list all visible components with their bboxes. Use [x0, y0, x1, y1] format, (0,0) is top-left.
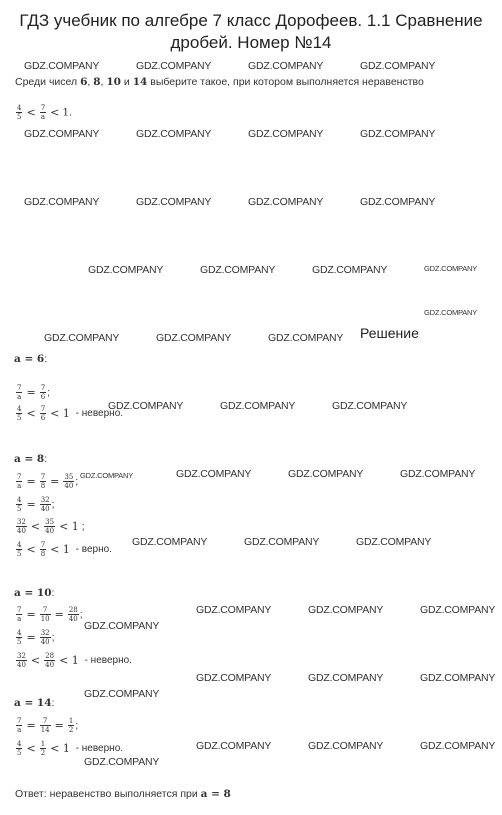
task-inequality: $\frac{4}{5}$ < $\frac{7}{a}$ < 1. — [17, 104, 72, 121]
watermark: GDZ.COMPANY — [288, 468, 364, 480]
math-line: $\frac{4}{5}$ < $\frac{1}{2}$ < 1 - неверно. — [17, 740, 124, 757]
watermark: GDZ.COMPANY — [356, 536, 432, 548]
watermark: GDZ.COMPANY — [196, 740, 272, 752]
task-text: Среди чисел 6, 8, 10 и 14 выберите такое, при котором выполняется неравенство — [15, 76, 424, 88]
answer-text: Ответ: неравенство выполняется при a = 8 — [15, 788, 231, 800]
math-line: $\frac{32}{40}$ < $\frac{35}{40}$ < 1 ; — [17, 518, 85, 535]
math-line: $\frac{4}{5}$ = $\frac{32}{40}$ ; — [17, 496, 55, 513]
page-title: ГДЗ учебник по алгебре 7 класс Дорофеев. 1.1 Сравнение дробей. Номер №14 — [19, 11, 483, 52]
watermark: GDZ.COMPANY — [200, 264, 276, 276]
watermark: GDZ.COMPANY — [332, 400, 408, 412]
watermark: GDZ.COMPANY — [24, 196, 100, 208]
watermark: GDZ.COMPANY — [136, 196, 212, 208]
math-line: $\frac{7}{a}$ = $\frac{7}{8}$ = $\frac{35}{40}$ ; — [17, 473, 79, 490]
watermark: GDZ.COMPANY — [24, 60, 100, 72]
watermark: GDZ.COMPANY — [220, 400, 296, 412]
watermark: GDZ.COMPANY — [420, 740, 496, 752]
math-line: $\frac{4}{5}$ = $\frac{32}{40}$ ; — [17, 629, 55, 646]
fraction: $\frac{4}{5}$ — [17, 104, 22, 121]
case-label-a14: a = 14: — [14, 697, 55, 709]
math-line: $\frac{7}{a}$ = $\frac{7}{14}$ = $\frac{1}{2}$ ; — [17, 717, 79, 734]
watermark: GDZ.COMPANY — [308, 672, 384, 684]
watermark: GDZ.COMPANY — [420, 604, 496, 616]
watermark: GDZ.COMPANY — [176, 468, 252, 480]
watermark: GDZ.COMPANY — [360, 128, 436, 140]
fraction: $\frac{7}{a}$ — [40, 104, 46, 121]
math-line: $\frac{4}{5}$ < $\frac{7}{8}$ < 1 - верно. — [17, 541, 112, 558]
watermark: GDZ.COMPANY — [44, 332, 120, 344]
case-label-a6: a = 6: — [14, 353, 48, 365]
watermark: GDZ.COMPANY — [156, 332, 232, 344]
watermark: GDZ.COMPANY — [108, 400, 184, 412]
watermark: GDZ.COMPANY — [84, 756, 160, 768]
watermark: GDZ.COMPANY — [136, 60, 212, 72]
watermark: GDZ.COMPANY — [84, 620, 160, 632]
watermark: GDZ.COMPANY — [308, 740, 384, 752]
watermark: GDZ.COMPANY — [136, 128, 212, 140]
watermark: GDZ.COMPANY — [424, 264, 478, 273]
watermark: GDZ.COMPANY — [84, 688, 160, 700]
watermark: GDZ.COMPANY — [400, 468, 476, 480]
math-line: $\frac{7}{a}$ = $\frac{7}{10}$ = $\frac{28}{40}$ ; — [17, 606, 83, 623]
watermark: GDZ.COMPANY — [420, 672, 496, 684]
watermark: GDZ.COMPANY — [360, 60, 436, 72]
case-label-a8: a = 8: — [14, 453, 48, 465]
watermark: GDZ.COMPANY — [196, 604, 272, 616]
watermark: GDZ.COMPANY — [88, 264, 164, 276]
math-line: $\frac{7}{a}$ = $\frac{7}{6}$ ; — [17, 384, 51, 401]
watermark: GDZ.COMPANY — [248, 128, 324, 140]
math-line: $\frac{4}{5}$ < $\frac{7}{6}$ < 1 - неверно. — [17, 405, 124, 422]
watermark: GDZ.COMPANY — [268, 332, 344, 344]
watermark: GDZ.COMPANY — [24, 128, 100, 140]
watermark: GDZ.COMPANY — [248, 60, 324, 72]
watermark: GDZ.COMPANY — [308, 604, 384, 616]
watermark: GDZ.COMPANY — [312, 264, 388, 276]
watermark: GDZ.COMPANY — [244, 536, 320, 548]
watermark: GDZ.COMPANY — [360, 196, 436, 208]
watermark: GDZ.COMPANY — [424, 308, 478, 317]
watermark: GDZ.COMPANY — [248, 196, 324, 208]
solution-heading: Решение — [360, 325, 419, 341]
watermark: GDZ.COMPANY — [196, 672, 272, 684]
case-label-a10: a = 10: — [14, 587, 55, 599]
watermark: GDZ.COMPANY — [80, 471, 134, 480]
math-line: $\frac{32}{40}$ < $\frac{28}{40}$ < 1 - неверно. — [17, 652, 132, 669]
watermark: GDZ.COMPANY — [132, 536, 208, 548]
